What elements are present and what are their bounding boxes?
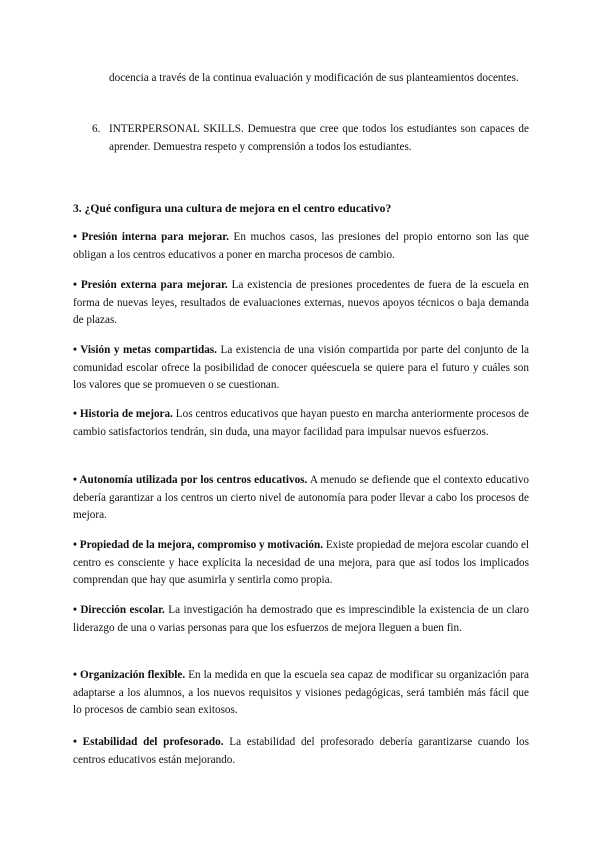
paragraph-presion-interna [73, 229, 529, 264]
bullet: • [73, 604, 77, 616]
list-item-number: 6. [92, 123, 101, 135]
paragraph-propiedad-mejora [73, 537, 529, 590]
paragraph-label: Presión interna para mejorar. [81, 231, 229, 243]
bullet: • [73, 669, 77, 681]
list-item-6 [92, 120, 529, 156]
bullet: • [73, 736, 77, 748]
continued-paragraph: docencia a través de la continua evaluación y modificación de sus planteamientos docentes. [109, 72, 519, 84]
paragraph-text: La existencia de presiones procedentes de fuera de la escuela en forma de nuevas leyes, resultados de evaluaciones externas, nuevos apoyos técnicos o baja demanda de plazas. [73, 279, 530, 326]
paragraph-text: La investigación ha demostrado que es imprescindible la existencia de un claro liderazgo de una o varias personas para que los esfuerzos de mejora lleguen a buen fin. [73, 604, 529, 634]
paragraph-text: En muchos casos, las presiones del propio entorno son las que obligan a los centros educativos a poner en marcha procesos de cambio. [73, 231, 530, 261]
paragraph-label: Dirección escolar. [80, 604, 165, 616]
paragraph-label: Organización flexible. [79, 669, 186, 681]
paragraph-text: Los centros educativos que hayan puesto en marcha anteriormente procesos de cambio satisfactorios tendrán, sin duda, una mayor facilidad para impulsar nuevos esfuerzos. [73, 408, 529, 438]
paragraph-label: Autonomía utilizada por los centros educativos. [79, 474, 308, 486]
paragraph-vision-metas [73, 342, 529, 395]
paragraph-label: Historia de mejora. [79, 408, 173, 420]
paragraph-text: A menudo se defiende que el contexto educativo debería garantizar a los centros un cierto nivel de autonomía para poder llevar a cabo los procesos de mejora. [73, 474, 530, 521]
paragraph-label: Estabilidad del profesorado. [82, 736, 224, 748]
paragraph-text: En la medida en que la escuela sea capaz de modificar su organización para adaptarse a los alumnos, a los nuevos requisitos y visiones pedagógicas, será también más fácil que lo procesos de cambio sean exitosos. [73, 669, 530, 716]
paragraph-label: Propiedad de la mejora, compromiso y motivación. [79, 539, 323, 551]
paragraph-label: Visión y metas compartidas. [80, 344, 217, 356]
paragraph-estabilidad-profesorado [73, 734, 529, 769]
list-item-text: INTERPERSONAL SKILLS. Demuestra que cree que todos los estudiantes son capaces de aprender. Demuestra respeto y comprensión a todos los estudiantes. [109, 123, 529, 153]
bullet: • [73, 344, 77, 356]
section-heading: 3. ¿Qué configura una cultura de mejora en el centro educativo? [73, 202, 392, 215]
bullet: • [73, 279, 77, 291]
paragraph-direccion-escolar [73, 602, 529, 637]
paragraph-label: Presión externa para mejorar. [80, 279, 228, 291]
bullet: • [73, 231, 77, 243]
paragraph-autonomia [73, 472, 529, 525]
bullet: • [73, 408, 77, 420]
paragraph-presion-externa [73, 277, 529, 330]
paragraph-text: Existe propiedad de mejora escolar cuando el centro es consciente y hace explícita la necesidad de una mejora, para que así todos los implicados comprendan que hay que asumirla y sentirla como propia. [73, 539, 530, 586]
paragraph-historia-mejora [73, 406, 529, 441]
paragraph-text: La estabilidad del profesorado debería garantizarse cuando los centros educativos están mejorando. [73, 736, 530, 766]
bullet: • [73, 474, 77, 486]
paragraph-text: La existencia de una visión compartida por parte del conjunto de la comunidad escolar ofrece la posibilidad de conocer quéescuela se quiere para el futuro y cuáles son los valores que se promueven o se cuestionan. [73, 344, 530, 391]
bullet: • [73, 539, 77, 551]
paragraph-organizacion-flexible [73, 667, 529, 720]
